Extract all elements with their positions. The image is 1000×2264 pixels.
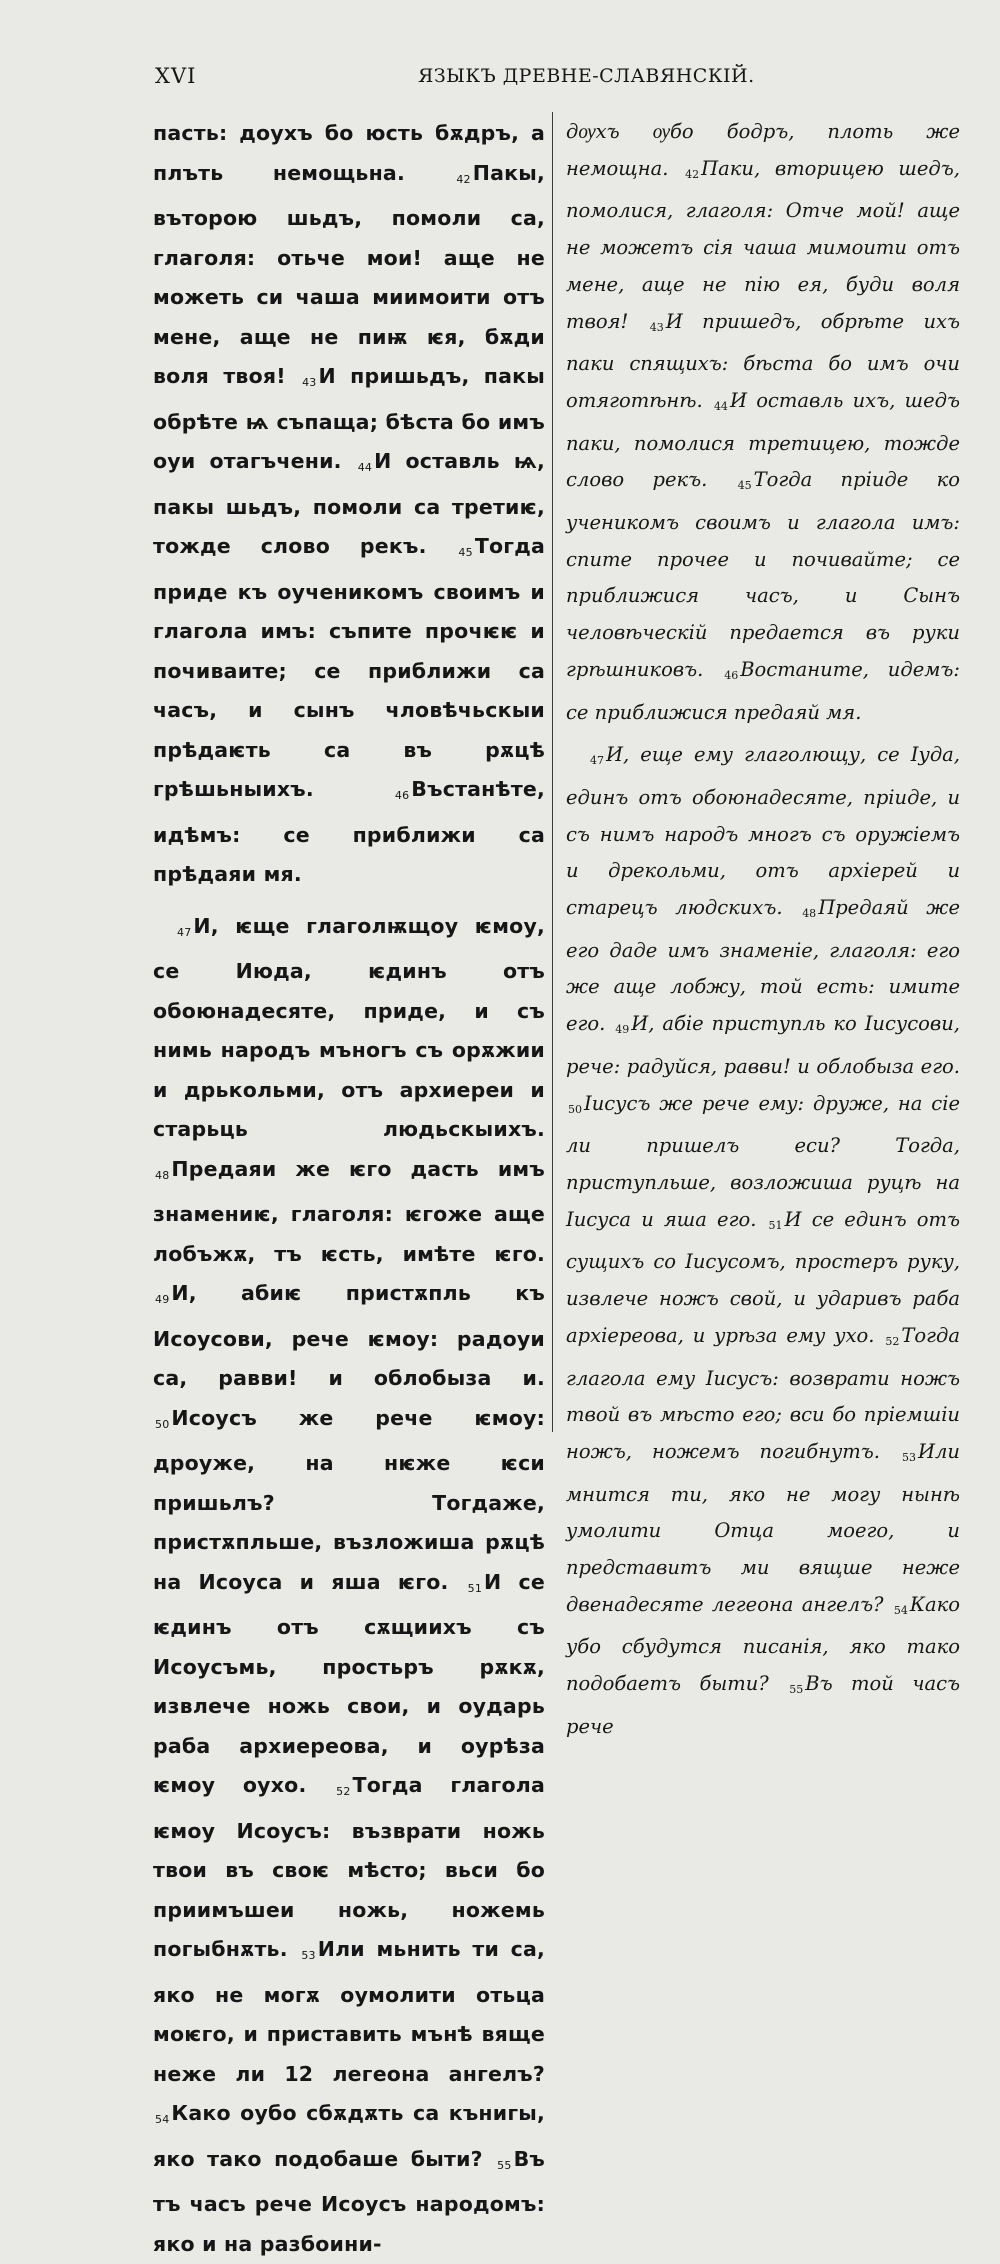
verse-text: И, абіе приступль ко Іисусови, рече: радуйся, равви! и облобыза его. — [566, 1012, 960, 1078]
verse-text: Или мнится ти, яко не могу нынѣ умолити Отца моего, и представитъ ми вящше неже двенадесяте легеона ангелъ? — [566, 1440, 960, 1616]
verse-number: 46 — [724, 669, 738, 682]
verse-number: 47 — [177, 926, 191, 939]
verse-text: И, ѥще глаголѭщоу ѥмоу, се Июда, ѥдинъ отъ обоюнадесяте, приде, и съ нимь народъ мъногъ съ орѫжии и дрькольми, отъ архиереи и старьць людьскыихъ. — [153, 914, 545, 1142]
verse-text: Востаните, идемъ: се приближися предаяй мя. — [566, 658, 960, 724]
verse-number: 43 — [302, 376, 316, 389]
verse-text: пасть: доухъ бо юсть бѫдръ, а плъть немощьна. — [153, 121, 545, 185]
verse-text: Тогда глагола ѥмоу Исоусъ: възврати ножь твои въ своѥ мѣсто; вьси бо приимъшеи ножь, ножемь погыбнѫть. — [153, 1773, 545, 1961]
verse-text: Паки, вторицею шедъ, помолися, глаголя: Отче мой! аще не можетъ сія чаша мимоити отъ мене, аще не пію ея, буди воля твоя! — [566, 157, 960, 333]
verse-number: 48 — [802, 907, 816, 920]
verse-number: 54 — [155, 2113, 169, 2126]
verse-number: 50 — [155, 1418, 169, 1431]
verse-number: 42 — [456, 173, 470, 186]
verse-text: Исоусъ же рече ѥмоу: дроуже, на нѥже ѥси пришьлъ? Тогдаже, пристѫпльше, възложиша рѫцѣ на Исоуса и яша ѥго. — [153, 1406, 545, 1594]
verse-text: И се ѥдинъ отъ сѫщиихъ съ Исоусъмь, простьръ рѫкѫ, извлече ножь свои, и оударь раба архиереова, и оурѣза ѥмоу оухо. — [153, 1570, 545, 1798]
paragraph — [566, 114, 960, 731]
verse-number: 44 — [358, 461, 372, 474]
column-divider — [552, 112, 553, 1432]
verse-text: И оставль ихъ, шедъ паки, помолися третицею, тожде слово рекъ. — [566, 389, 960, 491]
page-number: XVI — [155, 64, 196, 88]
verse-text: Како оубо сбѫдѫть са кънигы, яко тако подобаше быти? — [153, 2101, 545, 2171]
verse-text: Како убо сбудутся писанія, яко тако подобаетъ быти? — [566, 1593, 960, 1695]
verse-text: И пришедъ, обрѣте ихъ паки спящихъ: бѣста бо имъ очи отяготѣнѣ. — [566, 310, 960, 412]
verse-text: Іисусъ же рече ему: друже, на сіе ли пришелъ еси? Тогда, приступльше, возложиша руцѣ на Іисуса и яша его. — [566, 1092, 960, 1231]
paragraph — [153, 907, 545, 2264]
verse-number: 55 — [789, 1683, 803, 1696]
verse-number: 52 — [336, 1785, 350, 1798]
verse-number: 49 — [155, 1293, 169, 1306]
verse-number: 46 — [395, 789, 409, 802]
right-column-text — [566, 114, 960, 1746]
paragraph — [153, 114, 545, 895]
verse-text: Въ той часъ рече — [566, 1672, 960, 1738]
paragraph — [566, 737, 960, 1745]
verse-number: 43 — [650, 321, 664, 334]
verse-number: 49 — [615, 1023, 629, 1036]
verse-number: 47 — [590, 754, 604, 767]
verse-number: 51 — [769, 1219, 783, 1232]
verse-text: Тогда глагола ему Іисусъ: возврати ножъ твой въ мѣсто его; вси бо пріемшіи ножъ, ножемъ погибнутъ. — [566, 1324, 960, 1463]
verse-text: Тогда приде къ оученикомъ своимъ и глагола имъ: съпите прочѥѥ и почиваите; се приближи са часъ, и сынъ чловѣчьскыи прѣдаѥть са въ рѫцѣ грѣшьныихъ. — [153, 534, 545, 801]
left-column-text — [153, 114, 545, 2264]
running-title: ЯЗЫКЪ ДРЕВНЕ-СЛАВЯНСКІЙ. — [418, 65, 755, 87]
verse-text: И, еще ему глаголющу, се Іуда, единъ отъ обоюнадесяте, пріиде, и съ нимъ народъ многъ съ оружіемъ и дрекольми, отъ архіерей и старецъ людскихъ. — [566, 743, 960, 919]
verse-number: 44 — [714, 400, 728, 413]
verse-number: 53 — [902, 1451, 916, 1464]
verse-number: 45 — [738, 479, 752, 492]
verse-text: Пакы, въторою шьдъ, помоли са, глаголя: отьче мои! аще не можеть си чаша миимоити отъ мене, аще не пиѭ ѥя, бѫди воля твоя! — [153, 161, 545, 389]
verse-text: Или мьнить ти са, яко не могѫ оумолити отьца моѥго, и приставить мънѣ вяще неже ли 12 легеона ангелъ? — [153, 1937, 545, 2086]
verse-text: Предаяй же его даде имъ знаменіе, глаголя: его же аще лобжу, той есть: имите его. — [566, 896, 960, 1035]
verse-text: дѹхъ ѹбо бодръ, плоть же немощна. — [566, 120, 960, 180]
verse-number: 50 — [568, 1103, 582, 1116]
verse-text: Предаяи же ѥго дасть имъ знамениѥ, глаголя: ѥгоже аще лобъжѫ, тъ ѥсть, имѣте ѥго. — [153, 1157, 545, 1266]
verse-number: 42 — [685, 168, 699, 181]
verse-text: Въстанѣте, идѣмъ: се приближи са прѣдаяи мя. — [153, 777, 545, 886]
verse-text: Въ тъ часъ рече Исоусъ народомъ: яко и на разбоини- — [153, 2147, 545, 2256]
verse-number: 48 — [155, 1169, 169, 1182]
verse-number: 55 — [497, 2159, 511, 2172]
verse-number: 51 — [468, 1582, 482, 1595]
verse-text: Тогда пріиде ко ученикомъ своимъ и глагола имъ: спите прочее и почивайте; се приближися часъ, и Сынъ человѣческій предается въ руки грѣшниковъ. — [566, 468, 960, 681]
verse-number: 53 — [301, 1949, 315, 1962]
verse-text: И оставль ѩ, пакы шьдъ, помоли са третиѥ, тожде слово рекъ. — [153, 449, 545, 558]
verse-number: 54 — [894, 1604, 908, 1617]
page-header — [155, 64, 955, 94]
verse-text: И се единъ отъ сущихъ со Іисусомъ, простеръ руку, извлече ножъ свой, и ударивъ раба архіереова, и урѣза ему ухо. — [566, 1208, 960, 1347]
verse-text: И, абиѥ пристѫпль къ Исоусови, рече ѥмоу: радоуи са, равви! и облобыза и. — [153, 1281, 545, 1390]
verse-number: 45 — [458, 546, 472, 559]
verse-number: 52 — [885, 1335, 899, 1348]
verse-text: И пришьдъ, пакы обрѣте ѩ съпаща; бѣста бо имъ оуи отагъчени. — [153, 364, 545, 473]
